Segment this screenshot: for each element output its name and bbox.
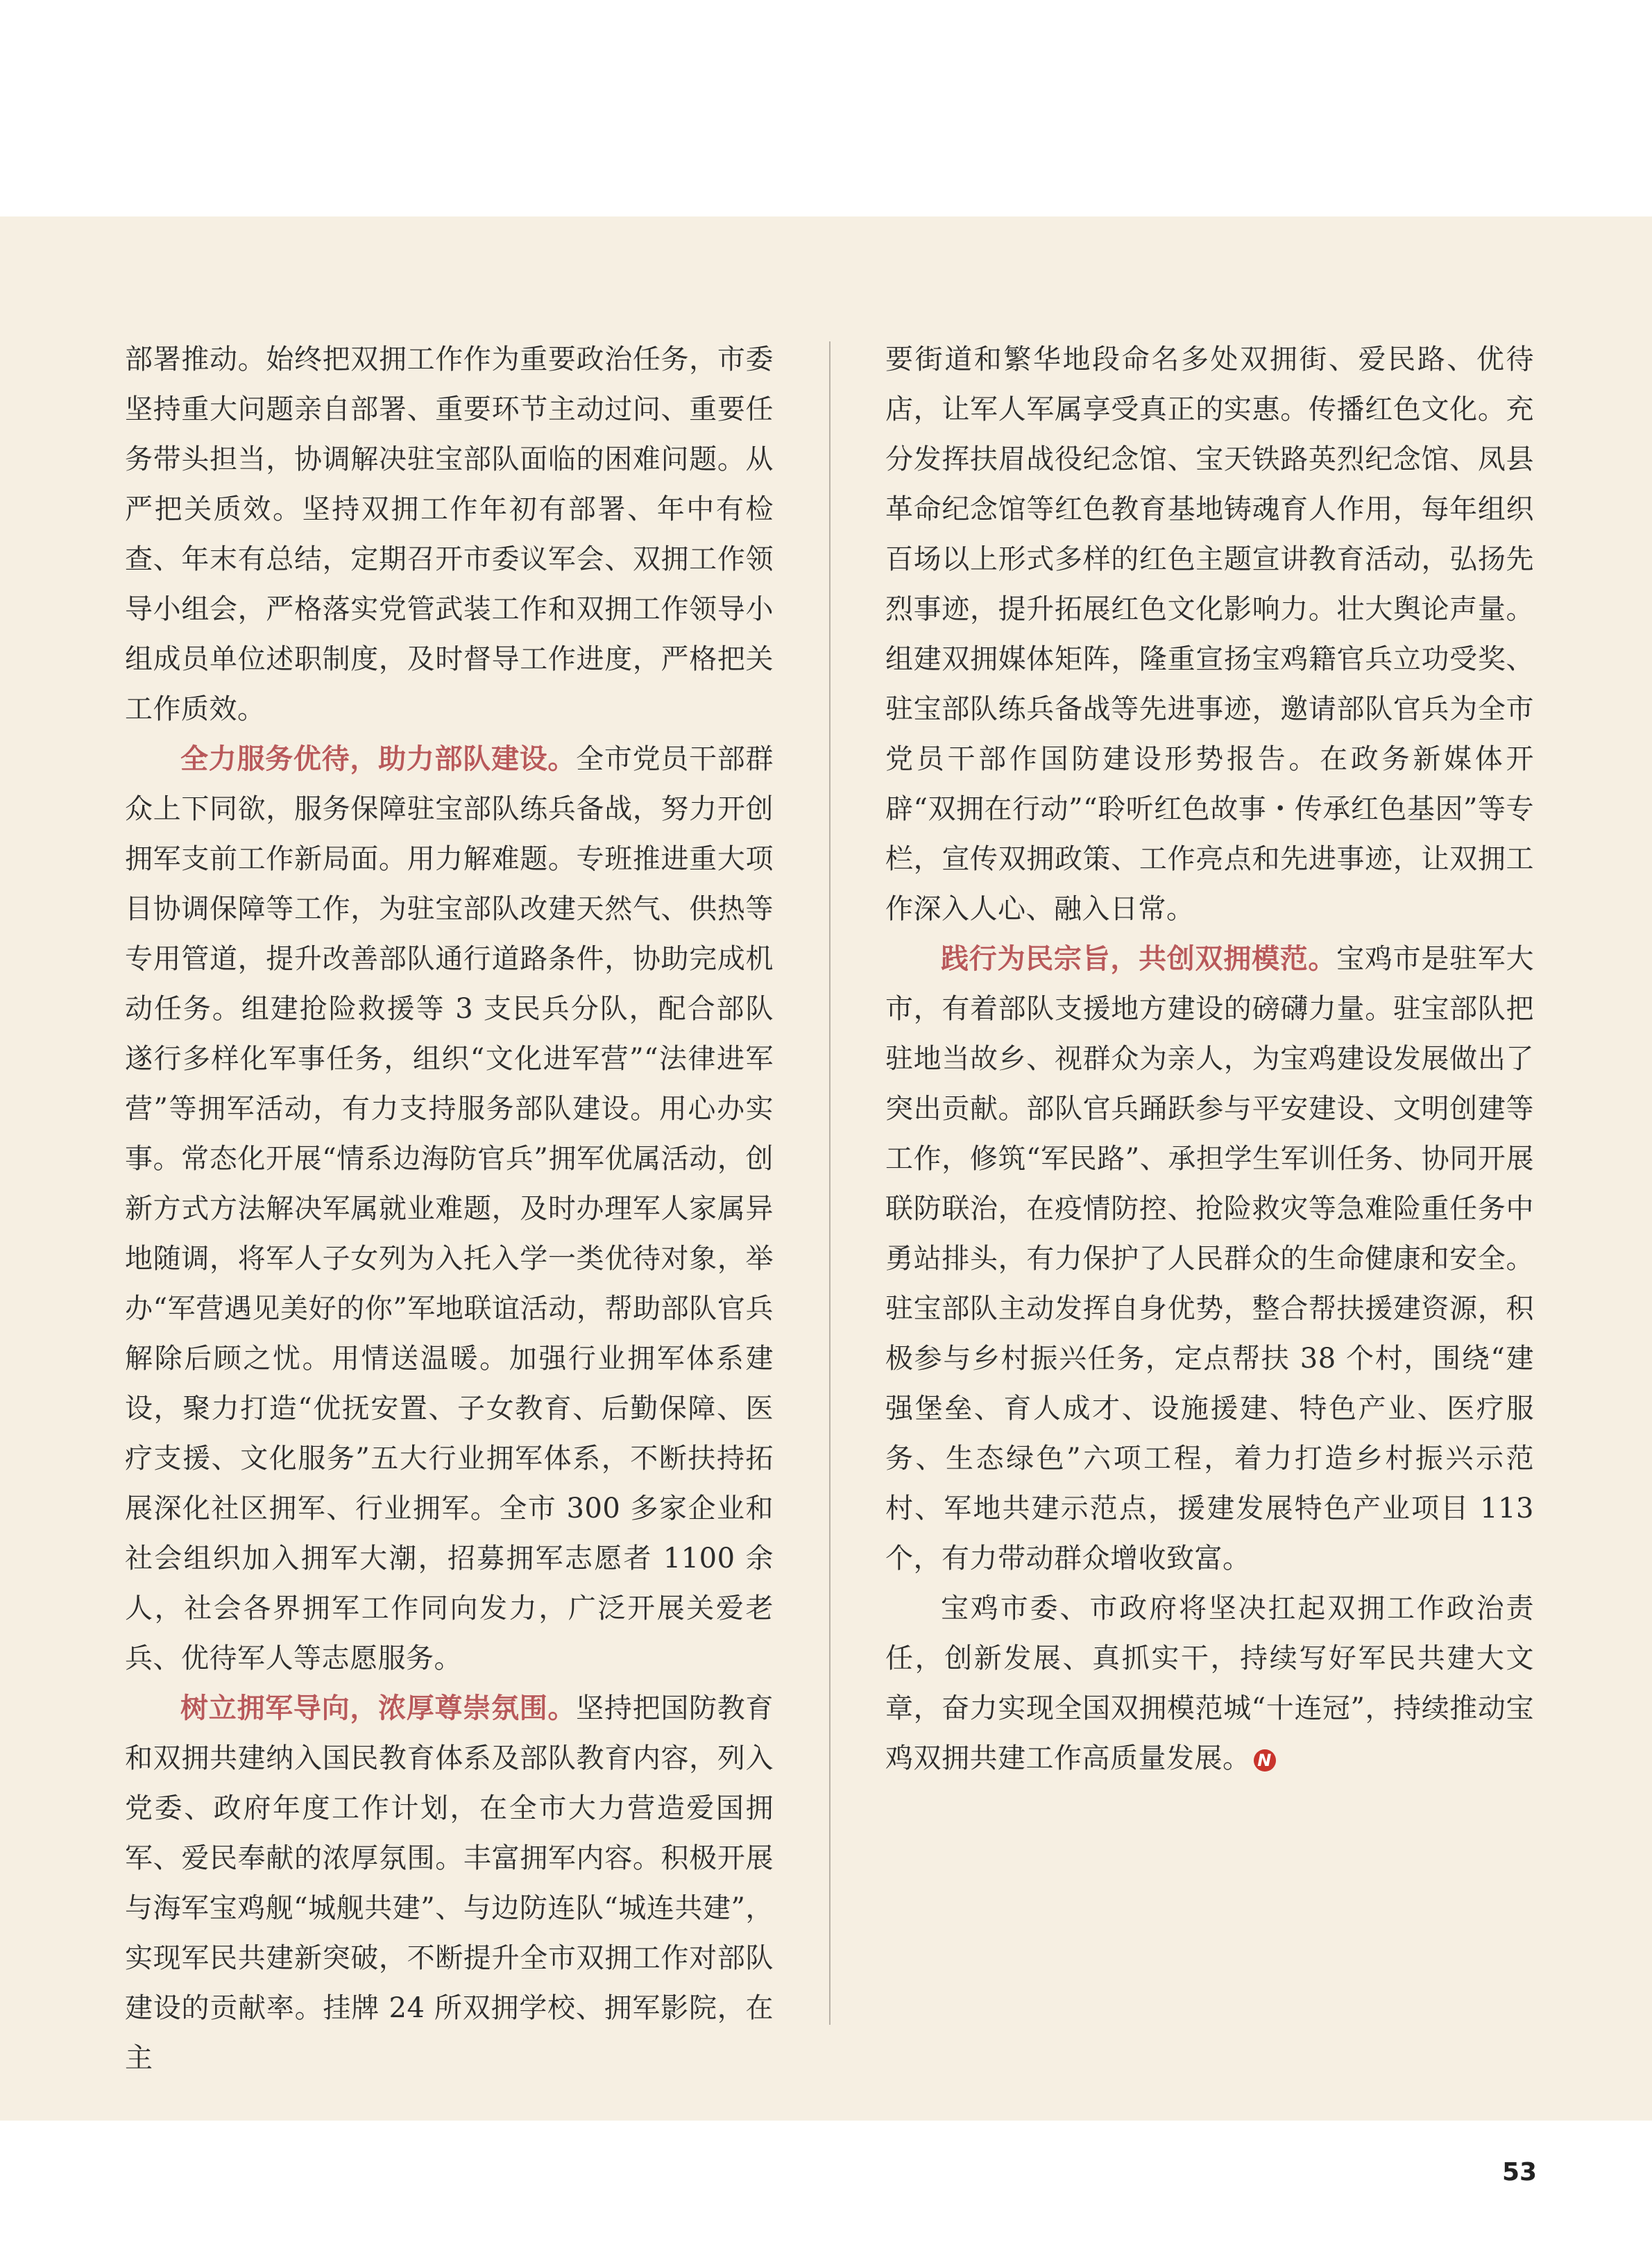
paragraph: 要街道和繁华地段命名多处双拥街、爱民路、优待店，让军人军属享受真正的实惠。传播红色文化。充分发挥扶眉战役纪念馆、宝天铁路英烈纪念馆、凤县革命纪念馆等红色教育基地铸魂育人作用，每年组织百场以上形式多样的红色主题宣讲教育活动，弘扬先烈事迹，提升拓展红色文化影响力。壮大舆论声量。组建双拥媒体矩阵，隆重宣扬宝鸡籍官兵立功受奖、驻宝部队练兵备战等先进事迹，邀请部队官兵为全市党员干部作国防建设形势报告。在政务新媒体开辟“双拥在行动”“聆听红色故事・传承红色基因”等专栏，宣传双拥政策、工作亮点和先进事迹，让双拥工作深入人心、融入日常。: [885, 343, 1534, 925]
section-heading: 树立拥军导向，浓厚尊崇氛围。: [180, 1692, 577, 1724]
paragraph: [885, 1583, 1534, 1783]
paragraph: [125, 1683, 774, 2083]
section-heading: 践行为民宗旨，共创双拥模范。: [941, 943, 1337, 975]
left-column: [125, 334, 774, 2083]
paragraph-body: 宝鸡市委、市政府将坚决扛起双拥工作政治责任，创新发展、真抓实干，持续写好军民共建大文章，奋力实现全国双拥模范城“十连冠”，持续推动宝鸡双拥共建工作高质量发展。: [885, 1593, 1534, 1774]
column-divider: [829, 341, 831, 2025]
page-number: 53: [1502, 2158, 1538, 2186]
paragraph: 部署推动。始终把双拥工作作为重要政治任务，市委坚持重大问题亲自部署、重要环节主动过问、重要任务带头担当，协调解决驻宝部队面临的困难问题。从严把关质效。坚持双拥工作年初有部署、年中有检查、年末有总结，定期召开市委议军会、双拥工作领导小组会，严格落实党管武装工作和双拥工作领导小组成员单位述职制度，及时督导工作进度，严格把关工作质效。: [125, 343, 774, 725]
paragraph: [125, 734, 774, 1683]
paragraph-body: 全市党员干部群众上下同欲，服务保障驻宝部队练兵备战，努力开创拥军支前工作新局面。用力解难题。专班推进重大项目协调保障等工作，为驻宝部队改建天然气、供热等专用管道，提升改善部队通行道路条件，协助完成机动任务。组建抢险救援等 3 支民兵分队，配合部队遂行多样化军事任务，组织“文化进军营”“法律进军营”等拥军活动，有力支持服务部队建设。用心办实事。常态化开展“情系边海防官兵”拥军优属活动，创新方式方法解决军属就业难题，及时办理军人家属异地随调，将军人子女列为入托入学一类优待对象，举办“军营遇见美好的你”军地联谊活动，帮助部队官兵解除后顾之忧。用情送温暖。加强行业拥军体系建设，聚力打造“优抚安置、子女教育、后勤保障、医疗支援、文化服务”五大行业拥军体系，不断扶持拓展深化社区拥军、行业拥军。全市 300 多家企业和社会组织加入拥军大潮，招募拥军志愿者 1100 余人，社会各界拥军工作同向发力，广泛开展关爱老兵、优待军人等志愿服务。: [125, 743, 774, 1674]
paragraph-body: 坚持把国防教育和双拥共建纳入国民教育体系及部队教育内容，列入党委、政府年度工作计划，在全市大力营造爱国拥军、爱民奉献的浓厚氛围。丰富拥军内容。积极开展与海军宝鸡舰“城舰共建”、与边防连队“城连共建”，实现军民共建新突破，不断提升全市双拥工作对部队建设的贡献率。挂牌 24 所双拥学校、拥军影院，在主: [125, 1692, 774, 2074]
paragraph: [885, 934, 1534, 1583]
paragraph-body: 宝鸡市是驻军大市，有着部队支援地方建设的磅礴力量。驻宝部队把驻地当故乡、视群众为亲人，为宝鸡建设发展做出了突出贡献。部队官兵踊跃参与平安建设、文明创建等工作，修筑“军民路”、承担学生军训任务、协同开展联防联治，在疫情防控、抢险救灾等急难险重任务中勇站排头，有力保护了人民群众的生命健康和安全。驻宝部队主动发挥自身优势，整合帮扶援建资源，积极参与乡村振兴任务，定点帮扶 38 个村，围绕“建强堡垒、育人成才、设施援建、特色产业、医疗服务、生态绿色”六项工程，着力打造乡村振兴示范村、军地共建示范点，援建发展特色产业项目 113 个，有力带动群众增收致富。: [885, 943, 1535, 1574]
section-heading: 全力服务优待，助力部队建设。: [180, 743, 577, 775]
right-column: [885, 334, 1534, 1783]
end-mark-icon: N: [1254, 1749, 1276, 1772]
